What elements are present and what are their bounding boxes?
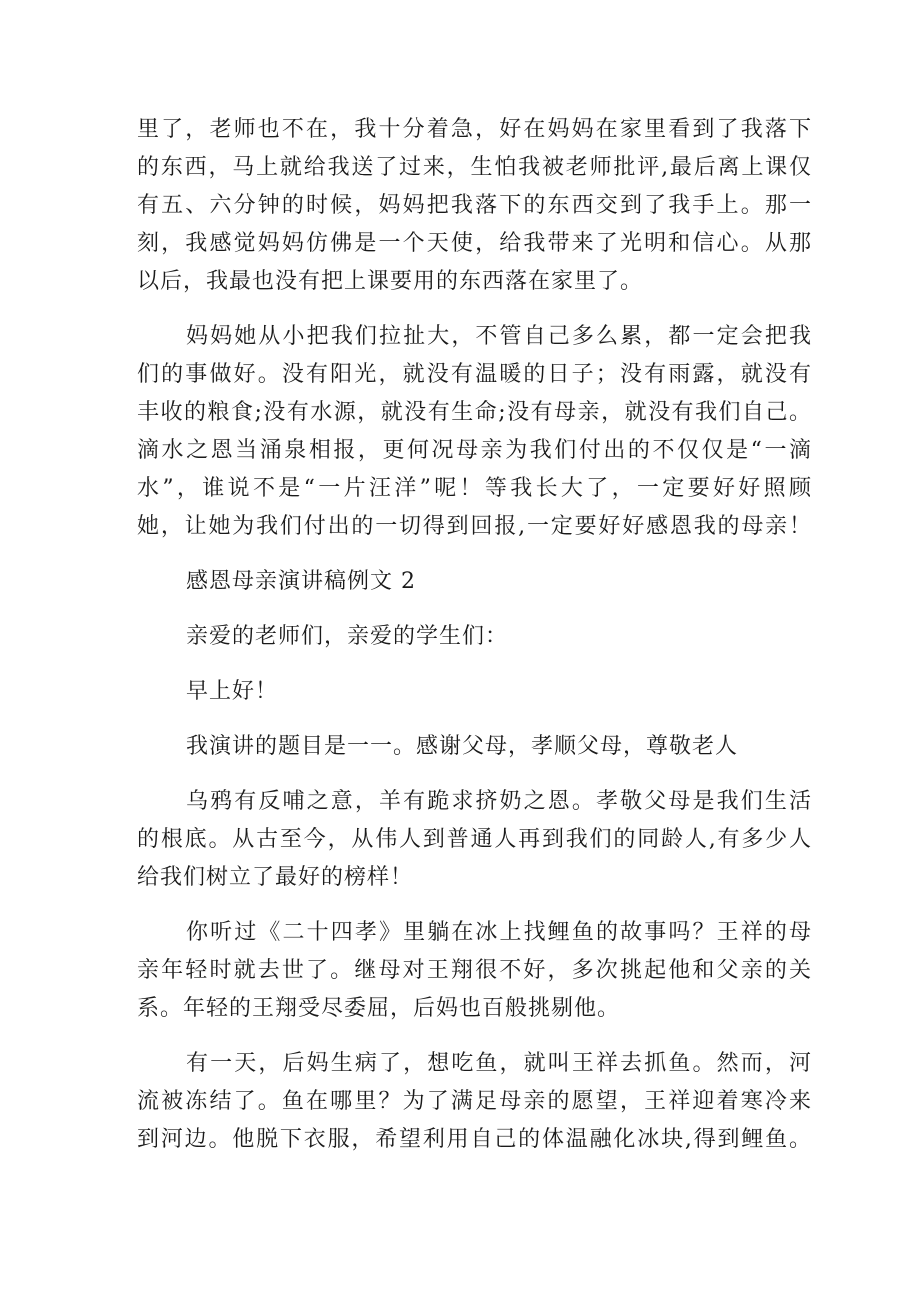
text-line: 亲年轻时就去世了。继母对王翔很不好，多次挑起他和父亲的关 [137,958,811,983]
text-line: 你听过《二十四孝》里躺在冰上找鲤鱼的故事吗？王祥的母 [186,920,811,945]
text-line: 我演讲的题目是一一。感谢父母，孝顺父母，尊敬老人 [186,734,739,759]
text-line: 丰收的粮食;没有水源，就没有生命;没有母亲，就没有我们自己。 [137,400,811,425]
paragraph [137,563,811,601]
text-line: 她，让她为我们付出的一切得到回报,一定要好好感恩我的母亲！ [137,514,811,539]
document-page [137,111,811,1176]
text-line: 到河边。他脱下衣服，希望利用自己的体温融化冰块,得到鲤鱼。 [137,1127,811,1152]
paragraph [137,1045,811,1159]
text-line: 刻，我感觉妈妈仿佛是一个天使，给我带来了光明和信心。从那 [137,231,811,256]
text-line: 有一天，后妈生病了，想吃鱼，就叫王祥去抓鱼。然而，河 [186,1051,811,1076]
text-line: 水”，谁说不是“一片汪洋”呢！等我长大了，一定要好好照顾 [137,476,811,501]
text-line: 滴水之恩当涌泉相报，更何况母亲为我们付出的不仅仅是“一滴 [137,438,811,463]
text-line: 有五、六分钟的时候，妈妈把我落下的东西交到了我手上。那一 [137,193,811,218]
text-line: 给我们树立了最好的榜样！ [137,865,414,890]
paragraph [137,618,811,656]
paragraph [137,728,811,766]
text-line: 系。年轻的王翔受尽委屈，后妈也百般挑剔他。 [137,996,621,1021]
paragraph [137,914,811,1028]
paragraph [137,318,811,546]
paragraph [137,111,811,301]
paragraph [137,673,811,711]
text-line: 感恩母亲演讲稿例文 2 [186,569,416,594]
text-line: 里了，老师也不在，我十分着急，好在妈妈在家里看到了我落下 [137,117,811,142]
text-line: 流被冻结了。鱼在哪里？为了满足母亲的愿望，王祥迎着寒冷来 [137,1089,811,1114]
text-line: 们的事做好。没有阳光，就没有温暖的日子；没有雨露，就没有 [137,362,811,387]
text-line: 早上好！ [186,679,279,704]
paragraph [137,783,811,897]
text-line: 妈妈她从小把我们拉扯大，不管自己多么累，都一定会把我 [186,324,811,349]
text-line: 以后，我最也没有把上课要用的东西落在家里了。 [137,269,644,294]
text-line: 的东西，马上就给我送了过来，生怕我被老师批评,最后离上课仅 [137,155,811,180]
text-line: 的根底。从古至今，从伟人到普通人再到我们的同龄人,有多少人 [137,827,811,852]
text-line: 亲爱的老师们，亲爱的学生们： [186,624,509,649]
text-line: 乌鸦有反哺之意，羊有跪求挤奶之恩。孝敬父母是我们生活 [186,789,811,814]
